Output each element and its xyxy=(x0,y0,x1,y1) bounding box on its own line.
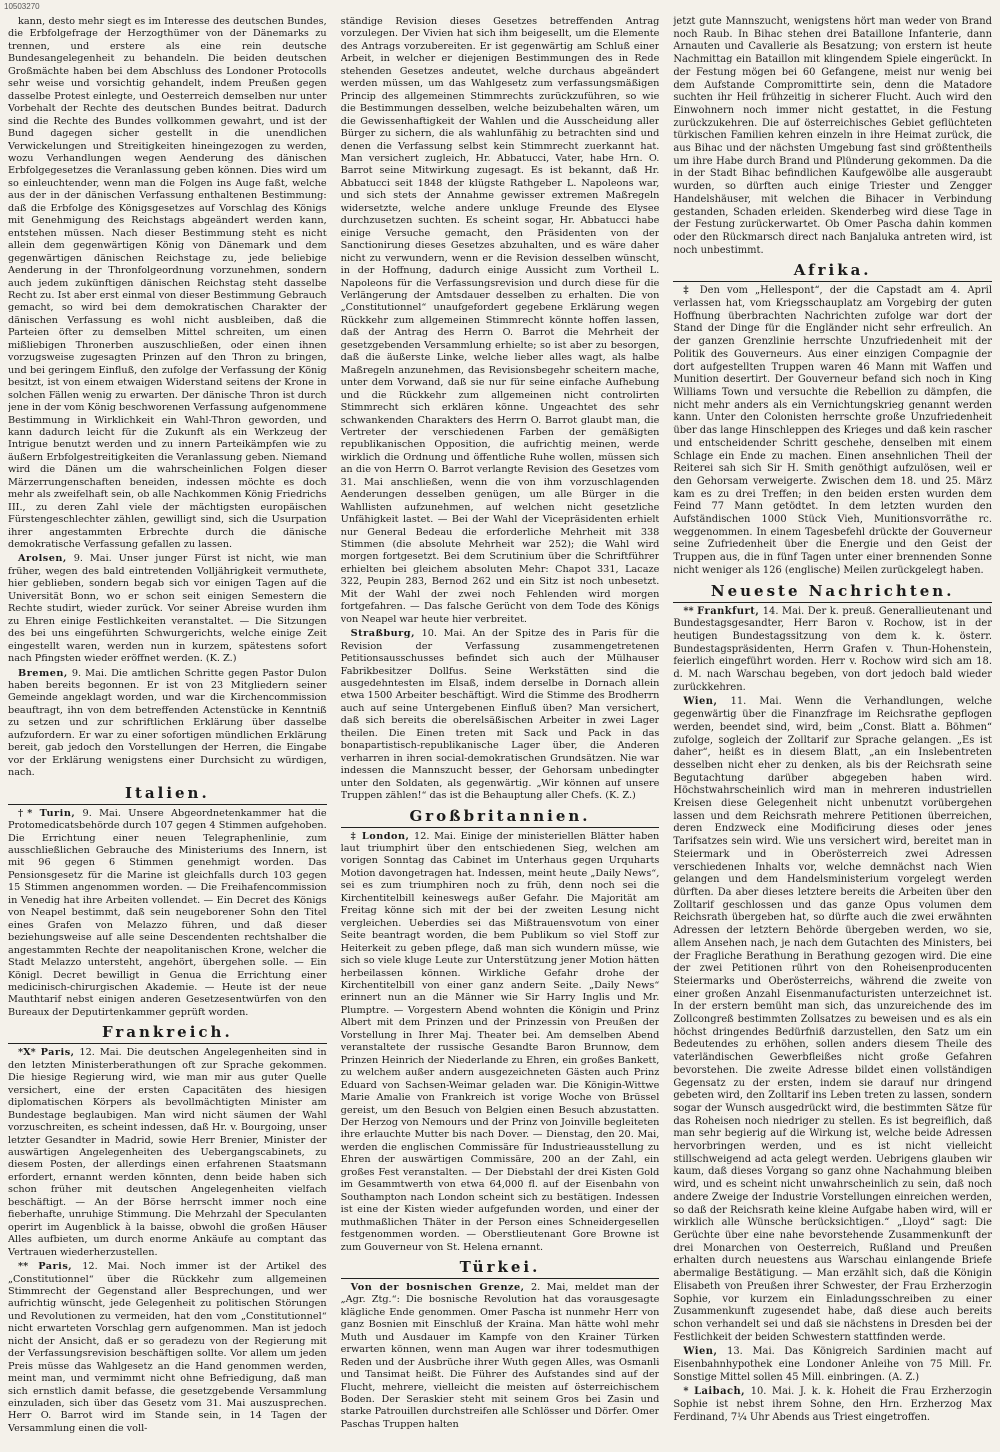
section-heading: Afrika. xyxy=(673,261,992,282)
article-text: 9. Mai. Unser junger Fürst ist nicht, wie man früher, wegen des bald eintretenden Volljährigkeit vermuthete, hier geblieben, sondern begab sich vor einigen Tagen auf die Universität Bonn, wo er schon seit einigen Semestern die Rechte studirt, wieder zurück. Vor seiner Abreise wurden ihm zu Ehren einige Festlichkeiten veranstaltet. — Die Sitzungen des bei uns eingeführten Schwurgerichts, welche einige Zeit eingestellt waren, werden nun in kurzem, spätestens sofort nach Pfingsten wieder eröffnet werden. (K. Z.) xyxy=(8,553,327,665)
article-paragraph xyxy=(8,553,327,665)
article-paragraph xyxy=(8,16,327,551)
dateline-place: Von der bosnischen Grenze, xyxy=(350,1281,525,1293)
article-text: 10. Mai. J. k. k. Hoheit die Frau Erzherzogin Sophie ist nebst ihrem Sohne, den Hrn. Erzherzog Max Ferdinand, 7¼ Uhr Abends aus Triest eingetroffen. xyxy=(673,1386,992,1423)
dateline-place: Wien, xyxy=(683,1346,718,1358)
correspondent-mark: ‡ xyxy=(683,285,693,297)
article-text: 13. Mai. Das Königreich Sardinien macht auf Eisenbahnhypothek eine Londoner Anleihe von 75 Mill. Fr. Sonstige Mittel sollen 45 Mill. einbringen. (A. Z.) xyxy=(673,1346,992,1383)
article-text: 10. Mai. An der Spitze des in Paris für die Revision der Verfassung zusammengetretenen Petitionsausschusses befindet sich auch der Mülhauser Fabrikbesitzer Dollfus. Seine Werkstätten sind die ausgedehntesten im Elsaß, indem derselbe in Dornach allein etwa 1500 Arbeiter beschäftigt. Wird die Stimme des Brodherrn auch auf seine Untergebenen Einfluß üben? Man versichert, daß sich bereits die oberelsäßischen Arbeiter in zwei Lager theilen. Die Einen treten mit Sack und Pack in das bonapartistisch-republikanische Lager über, die Anderen verharren in ihren social-demokratischen Grundsätzen. Nie war indessen die Mannszucht besser, der Gehorsam unbedingter unter den Soldaten, als gegenwärtig. „Wir können auf unsere Truppen zählen!“ das ist die Behauptung aller Chefs. (K. Z.) xyxy=(340,628,660,802)
article-paragraph xyxy=(673,1346,992,1384)
dateline-place: London, xyxy=(361,830,410,842)
article-text: 9. Mai. Unsere Abgeordnetenkammer hat die Protomedicatsbehörde durch 107 gegen 4 Stimmen aufgehoben. Die Errichtung einer neuen Telegraphenlinie, zum ausschließlichen Gebrauche des Ministeriums des Innern, ist mit 96 gegen 6 Stimmen genehmigt worden. Das Pensionsgesetz für die Marine ist gleichfalls durch 103 gegen 15 Stimmen angenommen worden. — Die Freihafencommission in Venedig hat ihre Arbeiten vollendet. — Ein Decret des Königs von Neapel bestimmt, daß sein neugeborener Sohn den Titel eines Grafen von Melazzo führen, und daß dieser beziehungsweise auf alle seine Descendenten rechtshalber die angestammten Rechte der neapolitanischen Krone, welcher die Stadt Melazzo untersteht, angehört, übergehen solle. — Ein Königl. Decret bewilligt in Genua die Errichtung einer medicinisch-chirurgischen Akademie. — Heute ist der neue Mauthtarif nebst einigen anderen Gesetzesentwürfen von den Bureaux der Deputirtenkammer geprüft worden. xyxy=(8,807,327,1018)
article-text: 14. Mai. Der k. preuß. Generallieutenant und Bundestagsgesandter, Herr Baron v. Rochow, ist in der heutigen Bundestagssitzung von dem k. k. österr. Bundestagspräsidenten, Herrn Grafen v. Thun-Hohenstein, feierlich eingeführt worden. Herr v. Rochow wird sich am 18. d. M. nach Warschau begeben, von dort jedoch bald wieder zurückkehren. xyxy=(673,605,992,693)
dateline-place: Paris, xyxy=(40,1047,75,1059)
article-paragraph xyxy=(341,1282,660,1431)
article-paragraph xyxy=(8,1047,327,1259)
correspondent-mark: *X* xyxy=(18,1047,36,1059)
dateline-place: Wien, xyxy=(683,696,718,708)
dateline-place: Turin, xyxy=(39,807,76,819)
columns xyxy=(8,16,992,1452)
article-text: jetzt gute Mannszucht, wenigstens hört man weder von Brand noch Raub. In Bihac stehen drei Bataillone Infanterie, dann Arnauten und Cavallerie als Besatzung; von erstern ist heute Nachmittag ein Bataillon mit klingendem Spiele eingerückt. In der Festung mögen bei 60 Gefangene, meist nur wenig bei dem Aufstande Compromittirte sein, denn die Matadore suchten ihr Heil frühzeitig in sicherer Flucht. Auch wird den Einwohnern noch immer nicht gestattet, in die Festung zurückzukehren. Die auf österreichisches Gebiet geflüchteten türkischen Familien kehren einzeln in ihre Heimat zurück, die aus Bihac und der nächsten Umgebung fast sind größtentheils um ihre Habe durch Brand und Plünderung gekommen. Da die in der Stadt Bihac befindlichen Kaufgewölbe alle ausgeraubt wurden, so dürften auch einige Triester und Zengger Handelshäuser, mit welchen die Bihacer in Verbindung gestanden, Schaden erleiden. Skenderbeg wird diese Tage in der Festung zurückerwartet. Ob Omer Pascha dahin kommen oder den Rückmarsch direct nach Banjaluka antreten wird, ist noch unbestimmt. xyxy=(673,16,992,256)
article-paragraph xyxy=(673,606,992,695)
correspondent-mark: ** xyxy=(18,1261,29,1273)
section-heading: Frankreich. xyxy=(8,1023,327,1044)
article-text: Den vom „Hellespont“, der die Capstadt am 4. April verlassen hat, vom Kriegsschauplatz am Vorgebirg der guten Hoffnung überbrachten Nachrichten zufolge war dort der Stand der Dinge für die Engländer nicht sehr erfreulich. An der ganzen Grenzlinie herrschte Unzufriedenheit mit der Politik des Gouverneurs. Aus einer einzigen Compagnie der dort aufgestellten Truppen waren 46 Mann mit Waffen und Munition desertirt. Der Gouverneur befand sich noch in King Williams Town und versuchte die Rebellion zu dämpfen, die nicht mehr anders als ein Vernichtungskrieg genannt werden kann. Unter den Colonisten herrschte große Unzufriedenheit über das lange Hinschleppen des Krieges und daß kein rascher und entscheidender Schritt geschehe, denselben mit einem Schlage ein Ende zu machen. Einen ansehnlichen Theil der Reiterei sah sich Sir H. Smith genöthigt aufzulösen, weil er den Gehorsam verweigerte. Zwischen dem 18. und 25. März kam es zu drei Treffen; in den beiden ersten wurden dem Feind 77 Mann getödtet. In dem letzten wurden den Aufständischen 1000 Stück Vieh, Munitionsvorräthe rc. weggenommen. In einem Tagesbefehl drückte der Gouverneur seine Zufriedenheit über die Energie und den Geist der Truppen aus, die in fünf Tagen unter einer brennenden Sonne nicht weniger als 126 (englische) Meilen zurückgelegt haben. xyxy=(673,285,992,576)
article-paragraph xyxy=(8,1261,327,1435)
dateline-place: Arolsen, xyxy=(18,553,67,565)
page-id: 10503270 xyxy=(4,2,40,11)
article-text: 9. Mai. Die amtlichen Schritte gegen Pastor Dulon haben bereits begonnen. Er ist von 23 Mitgliedern seiner Gemeinde angeklagt worden, und war die Kirchencommission beauftragt, ihn von dem betreffenden Actenstücke in Kenntniß zu setzen und zur schriftlichen Erklärung über dasselbe aufzufordern. Er war zu einer sofortigen mündlichen Erklärung bereit, gab jedoch den Vorstellungen der Herren, die Eingabe vor der Erklärung wenigstens einer Durchsicht zu würdigen, nach. xyxy=(8,667,327,779)
correspondent-mark: †* xyxy=(18,807,33,819)
section-heading: Neueste Nachrichten. xyxy=(673,582,992,603)
column-2 xyxy=(341,16,660,1452)
article-paragraph xyxy=(673,285,992,577)
section-heading: Großbritannien. xyxy=(341,807,660,828)
article-text: 12. Mai. Die deutschen Angelegenheiten sind in den letzten Ministerberathungen oft zur Sprache gekommen. Die hiesige Regierung wird, wie man mir aus guter Quelle versichert, eine der ersten Capacitäten des hiesigen diplomatischen Körpers als bevollmächtigten Minister am Bundestage beglaubigen. Man wird nicht säumen der Wahl vorzuschreiten, es scheint indessen, daß Hr. v. Bourgoing, unser letzter Gesandter in Madrid, sowie Herr Brenier, Minister der auswärtigen Angelegenheiten des Uebergangscabinets, zu diesem Posten, der allerdings einen erfahrenen Staatsmann erfordert, ernannt werden könnten, denn beide haben sich schon früher mit deutschen Angelegenheiten vielfach beschäftigt. — An der Börse herrscht immer noch eine fieberhafte, unruhige Stimmung. Die Mehrzahl der Speculanten operirt im Augenblick à la baisse, obwohl die großen Häuser Alles aufbieten, um durch enorme Ankäufe au comptant das Vertrauen wiederherzustellen. xyxy=(8,1047,327,1258)
section-heading: Italien. xyxy=(8,784,327,805)
article-paragraph xyxy=(673,16,992,257)
article-paragraph xyxy=(673,1386,992,1424)
column-1 xyxy=(8,16,327,1452)
dateline-place: Paris, xyxy=(38,1261,73,1273)
section-heading: Türkei. xyxy=(341,1258,660,1279)
dateline-place: Laibach, xyxy=(694,1386,746,1398)
article-text: kann, desto mehr siegt es im Interesse des deutschen Bundes, die Erbfolgefrage der Herzogthümer von der Dänemarks zu trennen, und erstere als eine rein deutsche Bundesangelegenheit zu behandeln. Die beiden deutschen Großmächte haben bei dem Abschluss des Londoner Protocolls sehr weise und vorsichtig gehandelt, indem Preußen gegen dasselbe Protest einlegte, und Oesterreich demselben nur unter Vorbehalt der Rechte des deutschen Bundes beitrat. Dadurch sind die Rechte des Bundes vollkommen gewahrt, und ist der Bund dagegen sicher gestellt in die unendlichen Verwickelungen und Streitigkeiten hineingezogen zu werden, wozu Verhandlungen wegen Aenderung des dänischen Erbfolgegesetzes die Veranlassung geben können. Dies wird um so einleuchtender, wenn man die Folgen ins Auge faßt, welche aus der in der dänischen Verfassung enthaltenen Bestimmung: daß die Erbfolge des Königsgesetzes auf Vorschlag des Königs mit Genehmigung des Reichstags abgeändert werden kann, entstehen müssen. Nach dieser Bestimmung steht es nicht allein dem gegenwärtigen König von Dänemark und dem gegenwärtigen dänischen Reichstage zu, jede beliebige Aenderung in der Thronfolgeordnung vorzunehmen, sondern auch jedem zukünftigen dänischen Reichstag steht dasselbe Recht zu. Ist aber erst einmal von dieser Bestimmung Gebrauch gemacht, so wird bei dem demokratischen Charakter der dänischen Verfassung es wohl nicht ausbleiben, daß die Parteien öfter zu demselben Mittel schreiten, um einen mißliebigen Thronerben auszuschließen, oder einen ihnen vorzugsweise zugesagten Prinzen auf den Thron zu bringen, und bei geringem Einfluß, den zufolge der Verfassung der König besitzt, ist von einem etwaigen Widerstand seitens der Krone in solchen Fällen wenig zu erwarten. Der dänische Thron ist durch jene in der vom König beschworenen Verfassung aufgenommene Bestimmung in Wirklichkeit ein Wahl-Thron geworden, und kann dadurch leicht für die Zukunft als ein Werkzeug der Intrigue benutzt werden und zu innern Parteikämpfen wie zu äußern Erbfolgestreitigkeiten die Veranlassung geben. Niemand wird die Dänen um die wahrscheinlichen Folgen dieser Märzerrungenschaften beneiden, indessen möchte es doch mehr als zweifelhaft sein, ob alle Nachkommen König Friedrichs III., zu deren Zahl viele der mächtigsten europäischen Fürstengeschlechter zählen, gewilligt sind, sich die Usurpation ihrer angestammten Erbrechte durch die dänische demokratische Verfassung gefallen zu lassen. xyxy=(8,16,327,551)
article-paragraph xyxy=(8,668,327,780)
correspondent-mark: ** xyxy=(683,605,694,617)
article-paragraph xyxy=(341,628,660,802)
article-text: ständige Revision dieses Gesetzes betreffenden Antrag vorzulegen. Der Vivien hat sich ihm beigesellt, um die Elemente des Antrags vorzubereiten. Er ist gegenwärtig am Schluß einer Arbeit, in welcher er diejenigen Bestimmungen des in Rede stehenden Gesetzes andeutet, welche durchaus abgeändert werden müssen, um das Wahlgesetz zum verfassungsmäßigen Princip des allgemeinen Stimmrechts zurückzuführen, so wie die Bestimmungen desselben, welche beizubehalten wären, um die Gewissenhaftigkeit der Wahlen und die Ausscheidung aller Bürger zu sichern, die als wahlunfähig zu betrachten sind und denen die Verfassung selbst kein Stimmrecht zuerkannt hat. Man versichert zugleich, Hr. Abbatucci, Vater, habe Hrn. O. Barrot seine Mitwirkung zugesagt. Es ist bekannt, daß Hr. Abbatucci seit 1848 der klügste Rathgeber L. Napoleons war, und sich stets der Annahme gewisser extremen Maßregeln widersetzte, welche andere unkluge Freunde des Elysee durchzusetzen suchten. Es scheint sogar, Hr. Abbatucci habe einige Versuche gemacht, den Präsidenten von der Sanctionirung dieses Gesetzes abzuhalten, und es wäre daher nicht zu verwundern, wenn er die Revision desselben wünscht, in der Hoffnung, dadurch einige Aussicht zum Vortheil L. Napoleons für die Verfassungsrevision und durch diese für die Verlängerung der Amtsdauer desselben zu erhalten. Die von „Constitutionnel“ unaufgefordert gegebene Erklärung wegen Rückkehr zum allgemeinen Stimmrecht könnte hoffen lassen, daß der Antrag des Herrn O. Barrot die Mehrheit der gesetzgebenden Versammlung erhielte; so ist aber zu besorgen, daß die äußerste Linke, welche lieber alles wagt, als halbe Maßregeln anzunehmen, das Revisionsbegehr scheitern mache, unter dem Vorwand, daß sie nur für seine einfache Aufhebung und die Rückkehr zum allgemeinen nicht controlirten Stimmrecht sich erklären könne. Ungeachtet des sehr schwankenden Charakters des Herrn O. Barrot glaubt man, die Vertreter der verschiedenen Farben der gemäßigten republikanischen Opposition, die aufrichtig meinen, werde wirklich die Ordnung und öffentliche Ruhe wollen, müssen sich an die von Herrn O. Barrot verlangte Revision des Gesetzes vom 31. Mai anschließen, wenn die von ihm vorzuschlagenden Aenderungen desselben genügen, um alle Bürger in die Wahllisten aufzunehmen, auf welchen nicht gesetzliche Unfähigkeit lastet. — Bei der Wahl der Vicepräsidenten erhielt nur General Bedeau die erforderliche Mehrheit mit 338 Stimmen (die absolute Mehrheit war 252); die Wahl wird morgen fortgesetzt. Bei dem Scrutinium über die Schriftführer erhielten bei gleichem absoluten Mehr: Chapot 331, Lacaze 322, Peupin 283, Bernod 262 und ein Sitz ist noch unbesetzt. Mit der Wahl der zwei noch Fehlenden wird morgen fortgefahren. — Das falsche Gerücht von dem Tode des Königs von Neapel war heute hier verbreitet. xyxy=(340,16,660,625)
dateline-place: Bremen, xyxy=(18,667,68,679)
column-3 xyxy=(673,16,992,1452)
article-paragraph xyxy=(341,16,660,626)
article-paragraph xyxy=(8,808,327,1020)
dateline-place: Frankfurt, xyxy=(697,605,760,617)
article-paragraph xyxy=(341,831,660,1254)
article-paragraph xyxy=(673,696,992,1344)
correspondent-mark: * xyxy=(683,1386,689,1398)
article-text: 12. Mai. Einige der ministeriellen Blätter haben laut triumphirt über den entschiedenen Sieg, welchen am vorigen Sonntag das Cabinet im Unterhaus gegen Urquharts Motion davongetragen hat. Indessen, meint heute „Daily News“, sei es zum triumphiren noch zu früh, denn noch sei die Kirchentitelbill keineswegs außer Gefahr. Die Majorität am Freitag könne sich mit der bei der zweiten Lesung nicht vergleichen. Ueberdies sei das Mißtrauensvotum von einer Seite beantragt worden, die bem Publikum so viel Stoff zur Heiterkeit zu geben pflege, daß man sich wundern müsse, wie sich so viele kluge Leute zur Unterstützung jener Motion hätten herbeilassen können. Wirkliche Gefahr drohe der Kirchentitelbill von einer ganz andern Seite. „Daily News“ erinnert nun an die Männer wie Sir Harry Inglis und Mr. Plumptre. — Vorgestern Abend wohnten die Königin und Prinz Albert mit dem Prinzen und der Prinzessin von Preußen der Vorstellung in Ihrer Maj. Theater bei. Am demselben Abend veranstaltete der russische Gesandte Baron Brunnow, dem Prinzen Heinrich der Niederlande zu Ehren, ein großes Bankett, zu welchem außer andern ausgezeichneten Gästen auch Prinz Eduard von Sachsen-Weimar geladen war. Die Königin-Wittwe Marie Amalie von Frankreich ist vorige Woche von Brüssel gereist, um den Besuch von Belgien einen Besuch abzustatten. Der Herzog von Nemours und der Prinz von Joinville begleiteten ihre erlauchte Mutter bis nach Dover. — Dienstag, den 20. Mai, werden die englischen Commissäre für Industrieausstellung zu Ehren der auswärtigen Commissäre, 200 an der Zahl, ein großes Fest veranstalten. — Der Diebstahl der drei Kisten Gold im Gesammtwerth von etwa 64,000 fl. auf der Eisenbahn von Southampton nach London scheint sich zu bestätigen. Indessen ist eine der Kisten wieder aufgefunden worden, und einer der muthmaßlichen Thäter in der Person eines Schneidergesellen festgenommen worden. — Oberstlieutenant Gore Browne ist zum Gouverneur von St. Helena ernannt. xyxy=(340,830,660,1253)
correspondent-mark: ‡ xyxy=(350,830,358,842)
article-text: 12. Mai. Noch immer ist der Artikel des „Constitutionnel“ über die Rückkehr zum allgemeinen Stimmrecht der Gegenstand aller Besprechungen, und wer aufrichtig wünscht, jede Gelegenheit zu politischen Störungen und Revolutionen zu vermeiden, hat den vom „Constitutionnel“ nicht erwarteten Vorschlag gern aufgenommen. Man ist jedoch nicht der Ansicht, daß er so geradezu von der Regierung mit der Verfassungsrevision beschäftigen sollte. Vor allem um jeden Preis müsse das Wahlgesetz an die Hand genommen werden, meint man, und vermimmt nicht ohne Befriedigung, daß man sich ernstlich damit befasse, die gesetzgebende Versammlung einzuladen, sich über das Gesetz vom 31. Mai auszusprechen. Herr O. Barrot wird im Stande sein, in 14 Tagen der Versammlung einen die voll- xyxy=(8,1261,327,1434)
article-text: 2. Mai, meldet man der „Agr. Ztg.“: Die bosnische Revolution hat das vorausgesagte klägliche Ende genommen. Omer Pascha ist nunmehr Herr von ganz Bosnien mit Einschluß der Kraina. Man hätte wohl mehr Muth und Ausdauer im Kampfe von den Krainer Türken erwarten können, wenn man Augen war ihrer todesmuthigen Reden und der Ausbrüche ihrer Wuth gegen Alles, was Osmanli und Tansimat heißt. Die Führer des Aufstandes sind auf der Flucht, mehrere, vielleicht die meisten auf österreichischem Boden. Der Seraskier steht mit seinem Gros bei Zasin und starke Patrouillen durchstreifen alle Schlösser und Dörfer. Omer Paschas Truppen halten xyxy=(340,1281,660,1430)
dateline-place: Straßburg, xyxy=(350,628,415,640)
article-text: 11. Mai. Wenn die Verhandlungen, welche gegenwärtig über die Finanzfrage im Reichsrathe gepflogen werden, beendet sind, wird, beim „Const. Blatt a. Böhmen“ zufolge, sogleich der Zolltarif zur Sprache gelangen. „Es ist daher“, heißt es in diesem Blatt, „an ein Inslebentreten desselben nicht eher zu denken, als bis der Reichsrath seine Begutachtung darüber abgegeben haben wird. Höchstwahrscheinlich wird man in mehreren industriellen Kreisen diese Gelegenheit nicht unbenutzt vorübergehen lassen und dem Reichsrath mehrere Petitionen überreichen, deren Endzweck eine Modificirung dieses oder jenes Tarifsatzes sein wird. Wie uns versichert wird, bereitet man in Steiermark und in Oberösterreich zwei Adressen verschiedenen Inhalts vor, welche demnächst nach Wien gelangen und dem Handelsministerium vorgelegt werden dürften. Da aber dieses letztere bereits die Arbeiten über den Zolltarif geschlossen und das ganze Opus volumen dem Reichsrath übergeben hat, so dürfte auch die zwei erwähnten Adressen der letztern Behörde übergeben werden, wo sie, allem Ansehen nach, je nach dem Gutachten des Ministers, bei der Fragliche Berathung in Berathung gezogen wird. Die eine der zwei Petitionen rührt von den Roheisenproducenten Steiermarks und Oberösterreichs, während die zweite von einer großen Anzahl Eisenmanufacturisten unterzeichnet ist. In der erstern bemüht man sich, das unzureichende des im Zollcongreß bestimmten Zollsatzes zu beweisen und es als ein höchst dringendes Bedürfniß darzustellen, den Satz um ein Bedeutendes zu erhöhen, sollen anders diesem Theile des vaterländischen Gewerbfleißes nicht große Gefahren bevorstehen. Die zweite Adresse bildet einen vollständigen Gegensatz zu der ersten, indem sie darauf nur dringend gebeten wird, den Zolltarif ins Leben treten zu lassen, sondern sogar der Wunsch ausgedrückt wird, die bestimmten Sätze für das Roheisen noch niedriger zu stellen. Es ist begreiflich, daß man sehr begierig auf die Wirkung ist, welche beide Adressen hervorbringen werden, und es ist nicht vielleicht stillschweigend ad acta gelegt werden. Uebrigens glauben wir kaum, daß dieses Vorgang so ganz ohne Nachahmung bleiben wird, und es scheint nicht unwahrscheinlich zu sein, daß noch andere Zweige der Industrie Vorstellungen einreichen werden, so daß der Reichsrath keine kleine Aufgabe haben wird, will er wirklich alle Wünsche berücksichtigen.“ „Lloyd“ sagt: Die Gerüchte über eine nahe bevorstehende Zusammenkunft der drei Monarchen von Oesterreich, Rußland und Preußen erhalten durch neuestens aus Warschau einlangende Briefe abermalige Bestätigung. — Man erzählt sich, daß die Königin Elisabeth von Preußen ihrer Schwester, der Frau Erzherzogin Sophie, vor kurzem ein Einladungsschreiben zu einer Zusammenkunft zugesendet habe, daß diese auch bereits schon verhandelt sei und daß sie nächstens in Dresden bei der Festlichkeit der beiden Schwestern stattfinden werde. xyxy=(673,696,992,1343)
